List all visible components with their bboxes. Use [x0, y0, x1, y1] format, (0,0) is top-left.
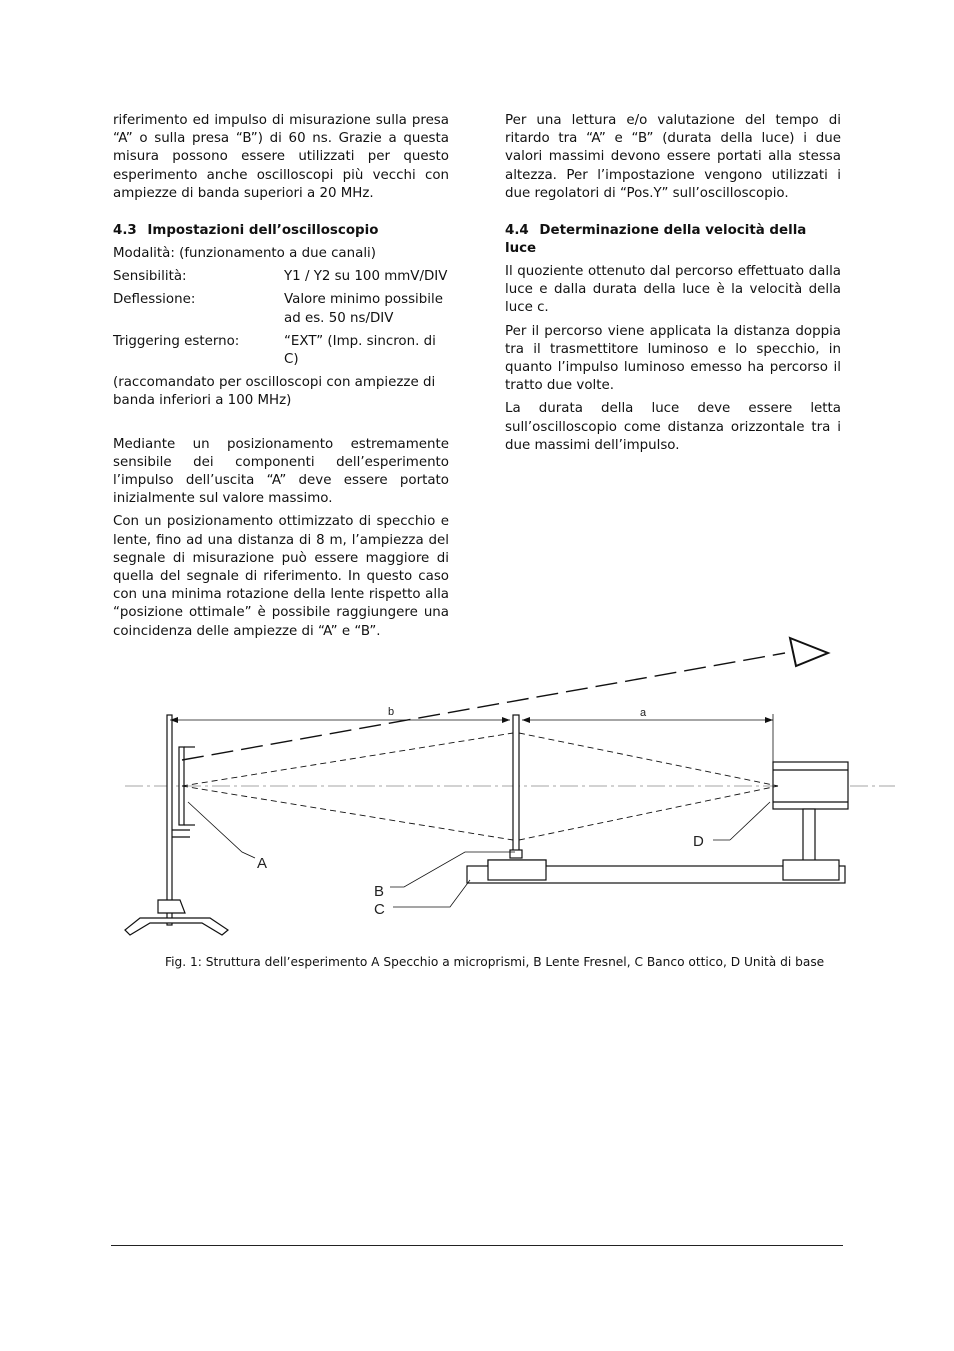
section-heading-4-3: [113, 222, 449, 240]
left-paragraph-1: Mediante un posizionamento estremamente sensibile dei componenti dell’esperimento l’impulso dell’uscita “A” deve essere portato inizialmente sul valore massimo.: [113, 436, 449, 507]
setting-row-trigger: [113, 333, 449, 369]
setting-key: Triggering esterno:: [113, 333, 240, 349]
left-paragraph-2: Con un posizionamento ottimizzato di specchio e lente, fino ad una distanza di 8 m, l’ampiezza del segnale di misurazione può essere maggiore di quella del segnale di riferimento. In questo caso con una minima rotazione della lente rispetto alla “posizione ottimale” è possibile raggiungere una coincidenza delle ampiezze di “A” e “B”.: [113, 514, 449, 639]
dimension-label-b: b: [388, 706, 395, 718]
section-title: Impostazioni dell’oscilloscopio: [147, 223, 379, 239]
dimension-label-a: a: [640, 707, 647, 719]
footer-rule: [111, 1245, 843, 1246]
right-intro-paragraph: Per una lettura e/o valutazione del tempo di ritardo tra “A” e “B” (durata della luce) i due valori massimi devono essere portati alla stessa altezza. Per l’impostazione vengono utilizzati i due regolatori di “Pos.Y” sull’oscilloscopio.: [505, 113, 841, 201]
eye-icon: [790, 638, 828, 666]
experiment-diagram: [110, 630, 900, 945]
setting-value: Valore minimo possibile ad es. 50 ns/DIV: [284, 292, 443, 326]
label-c: C: [374, 901, 385, 918]
label-d: D: [693, 833, 704, 850]
observation-line: [182, 653, 785, 760]
mode-line: Modalità: (funzionamento a due canali): [113, 246, 377, 262]
leader-c: [393, 880, 470, 907]
setting-row-deflection: [113, 291, 449, 327]
right-paragraph-3: La durata della luce deve essere letta sull’oscilloscopio come distanza orizzontale tra i due massimi dell’impulso.: [505, 401, 841, 453]
section-number: 4.3: [113, 223, 137, 239]
setting-key: Deflessione:: [113, 292, 196, 308]
section-heading-4-4: [505, 222, 841, 258]
left-intro-paragraph: riferimento ed impulso di misurazione sulla presa “A” o sulla presa “B”) di 60 ns. Grazie a questa misura possono essere utilizzati per questo esperimento anche oscilloscopi più vecchi con ampiezze di banda superiori a 20 MHz.: [113, 113, 449, 201]
figure-caption: Fig. 1: Struttura dell’esperimento A Specchio a microprismi, B Lente Fresnel, C Banco ottico, D Unità di base: [165, 955, 825, 969]
setting-key: Sensibilità:: [113, 269, 187, 285]
base-unit: [773, 762, 848, 880]
bandwidth-note: (raccomandato per oscilloscopi con ampiezze di banda inferiori a 100 MHz): [113, 375, 436, 409]
setting-value: “EXT” (Imp. sincron. di C): [284, 333, 436, 368]
left-column: [113, 112, 449, 646]
right-paragraph-2: Per il percorso viene applicata la distanza doppia tra il trasmettitore luminoso e lo specchio, in quanto l’impulso luminoso emesso ha percorso il tratto due volte.: [505, 323, 841, 394]
label-b: B: [374, 883, 385, 900]
right-paragraph-1: Il quoziente ottenuto dal percorso effettuato dalla luce e dalla durata della luce è la velocità della luce c.: [505, 264, 841, 316]
setting-row-sensitivity: [113, 268, 449, 286]
light-paths: [182, 733, 778, 840]
section-title: Determinazione della velocità della luce: [505, 223, 807, 257]
right-column: [505, 112, 841, 460]
leader-a: [188, 802, 255, 858]
section-number: 4.4: [505, 223, 529, 239]
setting-value: Y1 / Y2 su 100 mmV/DIV: [284, 269, 448, 285]
label-a: A: [257, 855, 268, 872]
leader-d: [730, 802, 770, 840]
fresnel-lens: [488, 715, 546, 880]
